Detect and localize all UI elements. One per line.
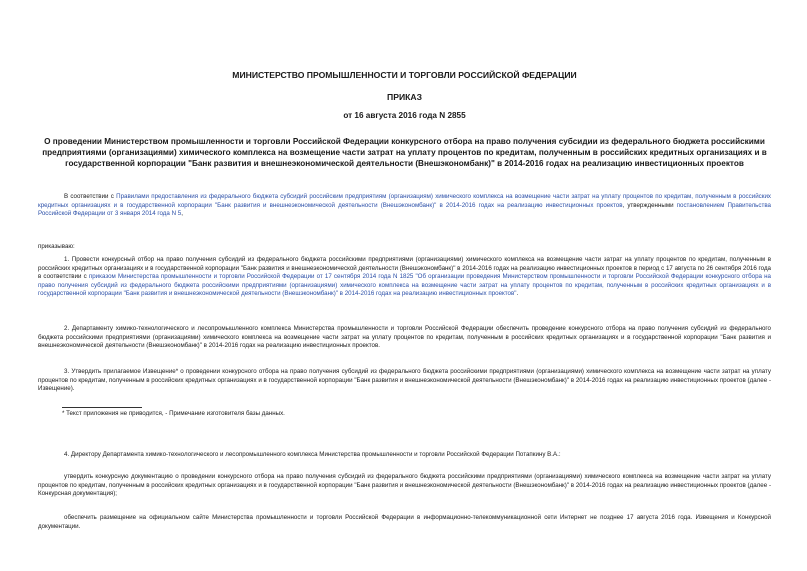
- item-1-paragraph: 1. Провести конкурсный отбор на право получения субсидий из федерального бюджета российскими предприятиями (организациями) химического комплекса на возмещение части затрат на уплату процентов по кредитам, полученным в российских кредитных организациях и в государственной корпорации "Банк развития и внешнеэкономической деятельности (Внешэкономбанк)" в 2014-2016 годах на реализацию инвестиционных проектов в период с 17 августа по 26 сентября 2016 года в соответствии с приказом Министерства промышленности и торговли Российской Федерации от 17 сентября 2014 года N 1825 "Об организации проведения Министерством промышленности и торговли Российской Федерации конкурсного отбора на право получения субсидий из федерального бюджета российскими предприятиями (организациями) химического комплекса на возмещение части затрат на уплату процентов по кредитам, полученным в российских кредитных организациях и в государственной корпорации "Банк развития и внешнеэкономической деятельности (Внешэкономбанк)" в 2014-2016 годах на реализацию инвестиционных проектов".: [38, 256, 771, 298]
- document-title: О проведении Министерством промышленности и торговли Российской Федерации конкурсного отбора на право получения субсидии из федерального бюджета российскими предприятиями (организациями) химического комплекса на возмещение части затрат на уплату процентов по кредитам, полученным в российских кредитных организациях и в государственной корпорации "Банк развития и внешнеэкономической деятельности (Внешэкономбанк)" в 2014-2016 годах на реализацию инвестиционных проектов: [42, 137, 767, 168]
- doc-type-heading: ПРИКАЗ: [387, 92, 422, 102]
- ministry-heading: МИНИСТЕРСТВО ПРОМЫШЛЕННОСТИ И ТОРГОВЛИ РОССИЙСКОЙ ФЕДЕРАЦИИ: [232, 70, 577, 80]
- item-4b-paragraph: обеспечить размещение на официальном сайте Министерства промышленности и торговли Российской Федерации в информационно-телекоммуникационной сети Интернет не позднее 17 августа 2016 года. Извещения и Конкурсной документации.: [38, 514, 771, 530]
- intro-paragraph: В соответствии с Правилами предоставления из федерального бюджета субсидий российским предприятиям (организациям) химического комплекса на возмещение части затрат на уплату процентов по кредитам, полученным в российских кредитных организациях и в государственной корпорации "Банк развития и внешнеэкономической деятельности (Внешэкономбанк)" в 2014-2016 годах на реализацию инвестиционных проектов, утвержденными постановлением Правительства Российской Федерации от 3 января 2014 года N 5,: [38, 193, 771, 218]
- footnote-divider: [62, 407, 142, 408]
- item-2-paragraph: 2. Департаменту химико-технологического и лесопромышленного комплекса Министерства промышленности и торговли Российской Федерации обеспечить проведение конкурсного отбора на право получения субсидий из федерального бюджета российскими предприятиями (организациями) химического комплекса на возмещение части затрат на уплату процентов по кредитам, полученным в российских кредитных организациях и в государственной корпорации "Банк развития и внешнеэкономической деятельности (Внешэкономбанк)" в 2014-2016 годах на реализацию инвестиционных проектов.: [38, 325, 771, 350]
- government-decree-link[interactable]: постановлением Правительства Российской Федерации от 3 января 2014 года N 5: [38, 201, 771, 218]
- date-number: от 16 августа 2016 года N 2855: [343, 111, 466, 120]
- item-3-paragraph: 3. Утвердить прилагаемое Извещение* о проведении конкурсного отбора на право получения субсидий из федерального бюджета российскими предприятиями (организациями) химического комплекса на возмещение части затрат на уплату процентов по кредитам, полученным в российских кредитных организациях и в государственной корпорации "Банк развития и внешнеэкономической деятельности (Внешэкономбанк)" в 2014-2016 годах на реализацию инвестиционных проектов (далее - Извещение).: [38, 368, 771, 393]
- prikazyvayu-text: приказываю:: [38, 243, 75, 250]
- item-4-paragraph: 4. Директору Департамента химико-технологического и лесопромышленного комплекса Министерства промышленности и торговли Российской Федерации Потапкину В.А.:: [64, 451, 561, 458]
- rules-link[interactable]: Правилами предоставления из федерального бюджета субсидий российским предприятиям (организациям) химического комплекса на возмещение части затрат на уплату процентов по кредитам, полученным в российских кредитных организациях и в государственной корпорации "Банк развития и внешнеэкономической деятельности (Внешэкономбанк)" в 2014-2016 годах на реализацию инвестиционных проектов: [38, 193, 771, 209]
- order-1825-link[interactable]: приказом Министерства промышленности и торговли Российской Федерации от 17 сентября 2014 года N 1825 "Об организации проведения Министерством промышленности и торговли Российской Федерации конкурсного отбора на право получения субсидий из федерального бюджета российскими предприятиями (организациями) химического комплекса на возмещение части затрат на уплату процентов по кредитам, полученным в российских кредитных организациях и в государственной корпорации "Банк развития и внешнеэкономической деятельности (Внешэкономбанк)" в 2014-2016 годах на реализацию инвестиционных проектов": [38, 273, 771, 298]
- item-4a-paragraph: утвердить конкурсную документацию о проведении конкурсного отбора на право получения субсидий из федерального бюджета российскими предприятиями (организациями) химического комплекса на возмещение части затрат на уплату процентов по кредитам, полученным в российских кредитных организациях и в государственной корпорации "Банк развития и внешнеэкономической деятельности (Внешэкономбанк)" в 2014-2016 годах на реализацию инвестиционных проектов (далее - Конкурсная документация);: [38, 473, 771, 498]
- footnote: * Текст приложения не приводится, - Примечание изготовителя базы данных.: [62, 410, 285, 417]
